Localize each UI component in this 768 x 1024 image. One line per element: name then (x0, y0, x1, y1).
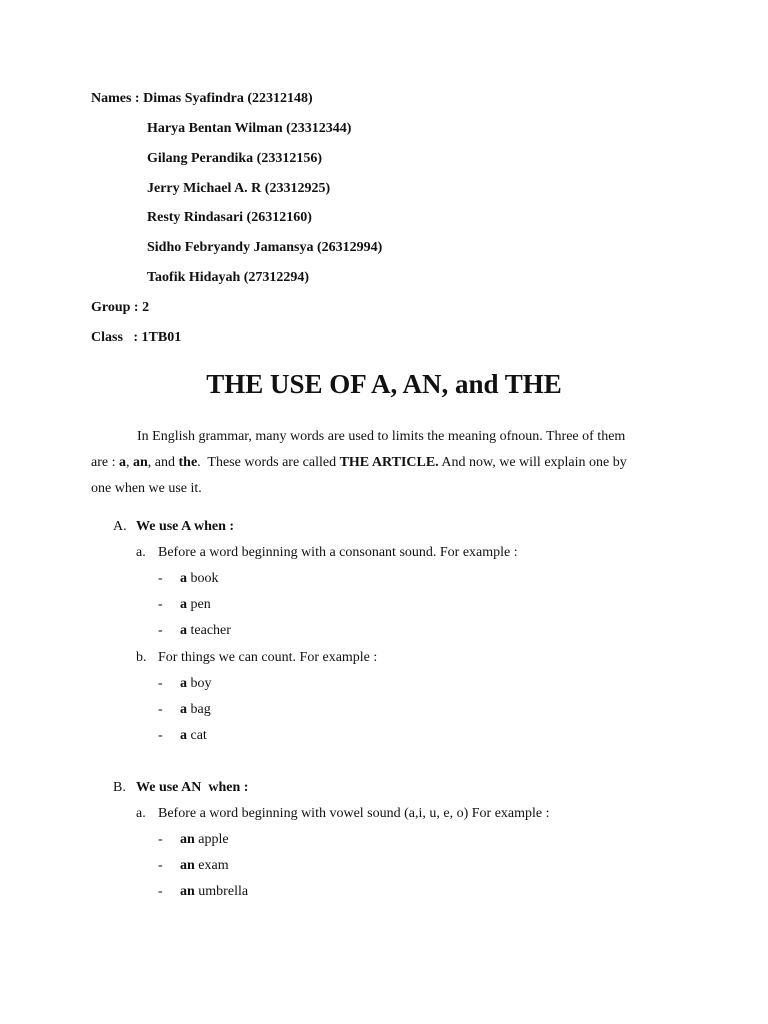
article: a (180, 702, 187, 717)
article-a: a (118, 455, 126, 470)
section-a-heading: We use A when : (136, 519, 235, 534)
example-word: exam (194, 858, 229, 873)
dash-bullet: - (158, 676, 163, 691)
list-item (158, 701, 211, 719)
dash-bullet: - (158, 728, 163, 743)
names-line (91, 90, 313, 108)
intro-line-3: one when we use it. (91, 481, 202, 496)
member-name: Taofik Hidayah (27312294) (147, 270, 310, 285)
sub-a-text: Before a word beginning with vowel sound (a,i, u, e, o) For example : (158, 806, 550, 821)
sub-a-marker: a. (136, 806, 146, 821)
group-line: Group : 2 (91, 300, 150, 315)
list-item (158, 596, 211, 614)
intro-text: . These words are called (197, 455, 340, 470)
dash-bullet: - (158, 597, 163, 612)
article-an: an (132, 455, 148, 470)
example-word: umbrella (194, 884, 249, 899)
list-item (158, 570, 219, 588)
intro-text: , and (147, 455, 179, 470)
names-label: Names : (91, 91, 144, 106)
article: a (180, 623, 187, 638)
section-a-marker: A. (113, 519, 127, 534)
member-name: Harya Bentan Wilman (23312344) (147, 121, 352, 136)
article-the: the (178, 455, 198, 470)
dash-bullet: - (158, 623, 163, 638)
article: an (180, 884, 195, 899)
member-name: Dimas Syafindra (22312148) (143, 91, 313, 106)
list-item (158, 883, 248, 901)
sub-a-text: Before a word beginning with a consonant sound. For example : (158, 545, 518, 560)
class-line: Class : 1TB01 (91, 330, 182, 345)
intro-text: And now, we will explain one by (438, 455, 627, 470)
example-word: apple (194, 832, 229, 847)
example-word: pen (187, 597, 211, 612)
member-name: Gilang Perandika (23312156) (147, 151, 323, 166)
example-word: cat (187, 728, 207, 743)
list-item (158, 857, 229, 875)
example-word: bag (187, 702, 211, 717)
member-name: Jerry Michael A. R (23312925) (147, 181, 331, 196)
sub-b-text: For things we can count. For example : (158, 650, 378, 665)
article: a (180, 597, 187, 612)
intro-line-2 (91, 454, 627, 472)
dash-bullet: - (158, 884, 163, 899)
list-item (158, 831, 229, 849)
dash-bullet: - (158, 832, 163, 847)
intro-line-1: In English grammar, many words are used to limits the meaning ofnoun. Three of them (137, 429, 626, 444)
article: a (180, 571, 187, 586)
intro-text: are : (91, 455, 119, 470)
the-article-term: THE ARTICLE. (339, 455, 439, 470)
member-name: Sidho Febryandy Jamansya (26312994) (147, 240, 383, 255)
dash-bullet: - (158, 571, 163, 586)
section-b-heading: We use AN when : (136, 780, 249, 795)
article: a (180, 728, 187, 743)
intro-text: , (125, 455, 133, 470)
sub-a-marker: a. (136, 545, 146, 560)
article: an (180, 858, 195, 873)
list-item (158, 675, 212, 693)
example-word: book (187, 571, 219, 586)
dash-bullet: - (158, 858, 163, 873)
dash-bullet: - (158, 702, 163, 717)
sub-b-marker: b. (136, 650, 147, 665)
article: an (180, 832, 195, 847)
example-word: teacher (187, 623, 231, 638)
article: a (180, 676, 187, 691)
example-word: boy (187, 676, 212, 691)
list-item (158, 622, 231, 640)
section-b-marker: B. (113, 780, 126, 795)
page-title: THE USE OF A, AN, and THE (206, 369, 562, 399)
member-name: Resty Rindasari (26312160) (147, 210, 312, 225)
list-item (158, 727, 207, 745)
